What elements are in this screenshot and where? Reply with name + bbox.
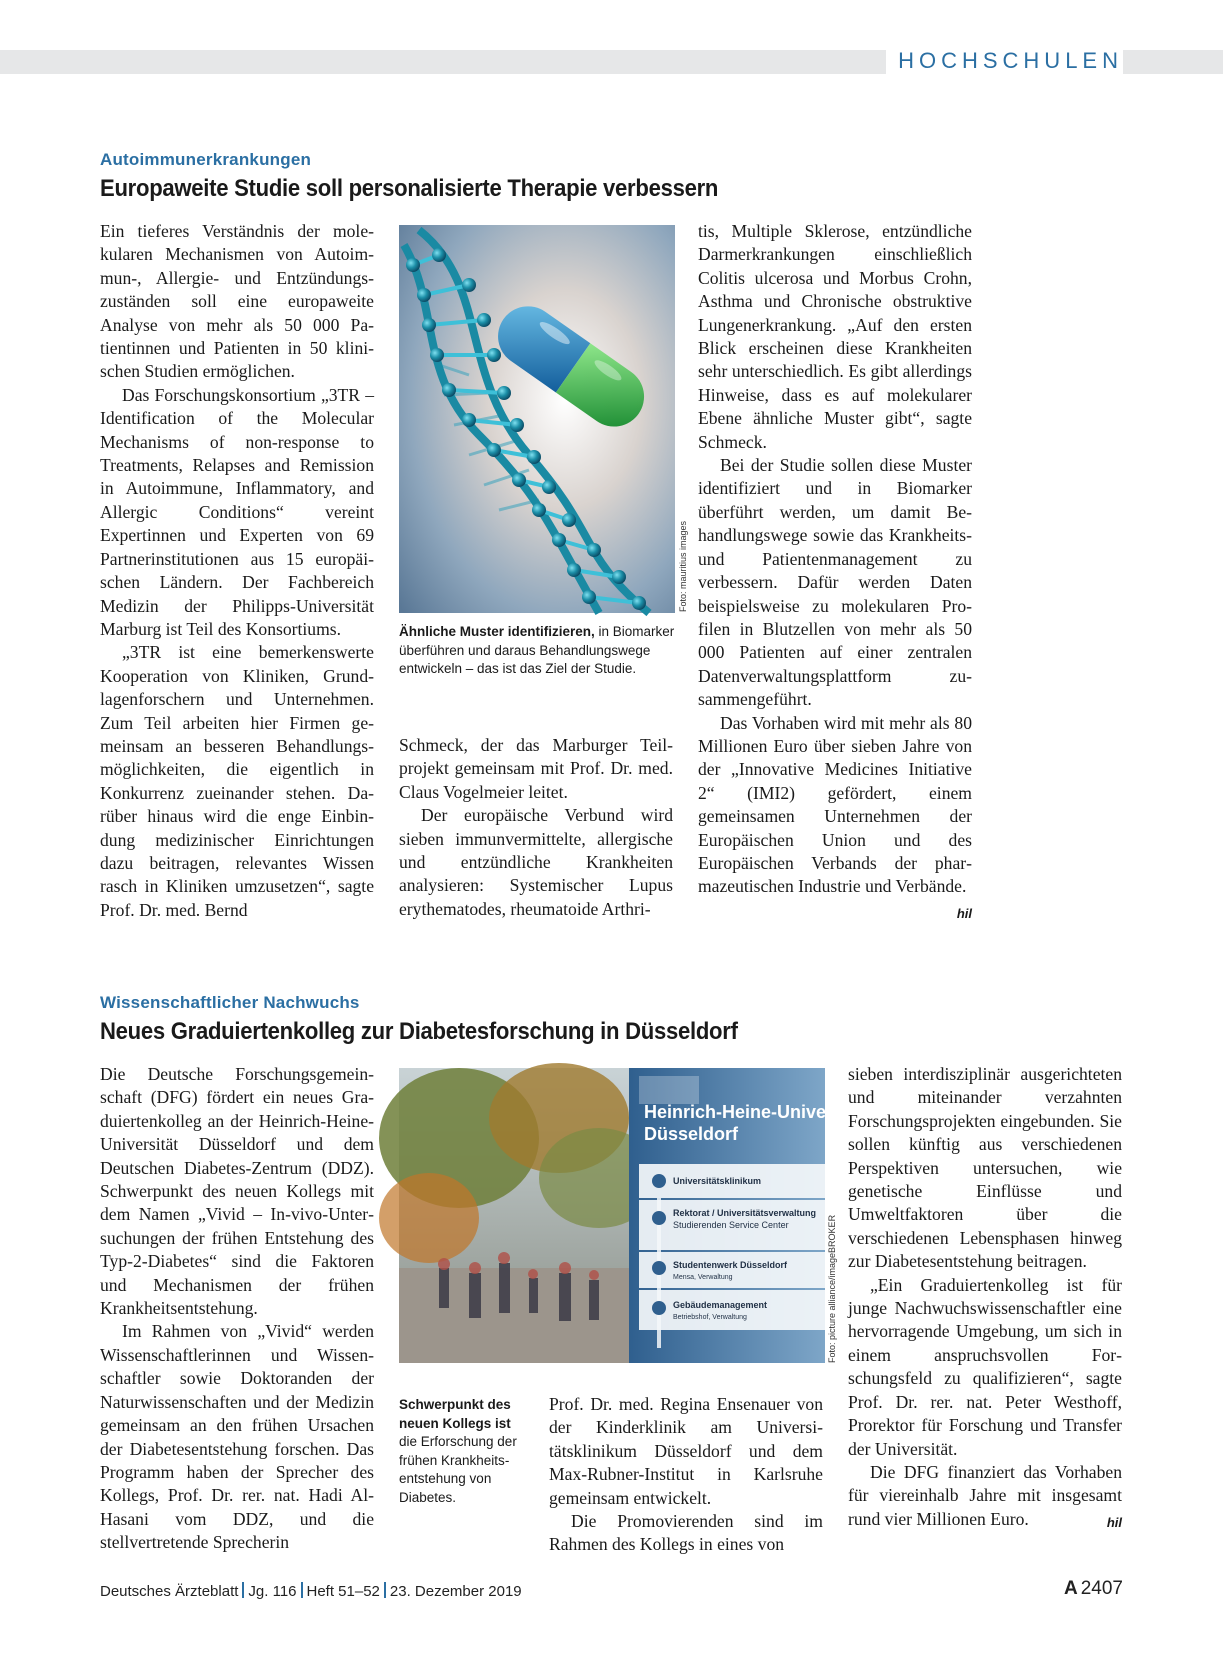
sign-item: Universitätsklinikum bbox=[673, 1176, 762, 1186]
article1-column-1 bbox=[100, 220, 374, 922]
paragraph: Schmeck, der das Marburger Teilprojekt gemeinsam mit Prof. Dr. med. Claus Vogelmeier leitet. bbox=[399, 735, 673, 802]
article2-photo-credit: Foto: picture alliance/imageBROKER bbox=[827, 1214, 837, 1363]
section-label: HOCHSCHULEN bbox=[886, 46, 1123, 76]
paragraph: „3TR ist eine bemerkenswerte Kooperation von Kliniken, Grundlagenforschern und Unternehmen. Zum Teil arbeiten hier Firmen gemeinsam an besseren Behandlungsmöglichkeiten, die eigentlich in Konkurrenz zueinander stehen. Darüber hinaus wird die enge Einbindung medizinischer Einrichtungen dazu beitragen, relevantes Wissen rasch in Kliniken umzusetzen“, sagte Prof. Dr. med. Bernd bbox=[100, 642, 374, 920]
paragraph: Prof. Dr. med. Regina Ensenauer von der Kinderklinik am Universitätsklinikum Düsseldorf und dem Max-Rubner-Institut in Karlsruhe gemeinsam entwickelt. bbox=[549, 1394, 823, 1508]
article1-photo bbox=[399, 225, 675, 613]
caption-text: die Erforschung der frühen Krankheitsentstehung von Diabetes. bbox=[399, 1434, 517, 1505]
caption-bold: Ähnliche Muster identifizieren, bbox=[399, 624, 595, 639]
article1-photo-credit: Foto: mauritius images bbox=[678, 520, 688, 612]
sign-title-line-2: Düsseldorf bbox=[644, 1124, 739, 1144]
paragraph: Das Forschungskonsortium „3TR – Identification of the Molecular Mechanisms of non-response to Treatments, Relapses and Remission in Autoimmune, Inflammatory, and Allergic Conditions“ vereint Expertinnen und Experten von 69 Partnerinstitutionen aus 15 europäischen Ländern. Der Fachbereich Medizin der Philipps-Universität Marburg ist Teil des Konsortiums. bbox=[100, 384, 374, 639]
article1-caption bbox=[399, 623, 684, 679]
paragraph: Ein tieferes Verständnis der molekularen Mechanismen von Autoimmun-, Allergie- und Entzündungszuständen soll eine europaweite Analyse von mehr als 50 000 Patientinnen und Patienten in 50 klinischen Studien ermöglichen. bbox=[100, 221, 374, 382]
paragraph: „Ein Graduiertenkolleg ist für junge Nachwuchswissenschaftler eine hervorragende Umgebung, um sich in einem anspruchsvollen Forschungsfeld zu qualifizieren“, sagte Prof. Dr. rer. nat. Peter Westhoff, Prorektor für Forschung und Transfer der Universität. bbox=[848, 1274, 1122, 1459]
sign-item: Rektorat / Universitätsverwaltung bbox=[673, 1208, 817, 1218]
article2-column-3 bbox=[848, 1063, 1122, 1534]
paragraph bbox=[698, 712, 972, 921]
footer-separator bbox=[384, 1582, 386, 1598]
footer-separator bbox=[242, 1582, 244, 1598]
article1-column-3 bbox=[698, 220, 972, 925]
caption-bold: Schwerpunkt des neuen Kollegs ist bbox=[399, 1397, 511, 1431]
article2-caption bbox=[399, 1396, 524, 1507]
sign-item: Mensa, Verwaltung bbox=[673, 1274, 733, 1281]
article2-column-2 bbox=[549, 1393, 823, 1557]
dna-capsule-image bbox=[399, 225, 675, 613]
footer-issue: Heft 51–52 bbox=[306, 1583, 380, 1600]
sign-title-line-1: Heinrich-Heine-Universität bbox=[644, 1102, 871, 1122]
caption-text: in Biomarker überführen und daraus Behandlungswege entwickeln – das ist das Ziel der Studie. bbox=[399, 624, 675, 676]
page-number bbox=[1064, 1578, 1123, 1600]
paragraph: Im Rahmen von „Vivid“ werden Wissenschaftlerinnen und Wissenschaftler sowie Doktoranden der Naturwissenschaften und der Medizin gemeinsam an den frühen Ursachen der Diabetesentstehung forschen. Das Programm haben der Sprecher des Kollegs, Prof. Dr. rer. nat. Hadi Al-Hasani vom DDZ, und die stellvertretende Sprecherin bbox=[100, 1321, 374, 1553]
paragraph-text: Das Vorhaben wird mit mehr als 80 Millionen Euro über sieben Jahre von der „Innovative Medicines Initiative 2“ (IMI2) gefördert, einem gemeinsamen Unternehmen der Europäischen Union und des Europäischen Verbands der pharmazeutischen Industrie und Verbände. bbox=[698, 712, 972, 897]
paragraph: Der europäische Verbund wird sieben immunvermittelte, allergische und entzündliche Krankheiten analysieren: Systemischer Lupus erythematodes, rheumatoide Arthri- bbox=[399, 805, 673, 919]
paragraph bbox=[848, 1461, 1122, 1531]
article1-title: Europaweite Studie soll personalisierte Therapie verbessern bbox=[100, 175, 719, 202]
paragraph: Bei der Studie sollen diese Muster identifiziert und in Biomarker überführt werden, um damit Behandlungswege sowie das Krankheits- und Patientenmanagement zu verbessern. Dafür werden Daten beispielsweise zu molekularen Profilen in Blutzellen von mehr als 50 000 Patienten auf einer zentralen Datenverwaltungsplattform zusammengeführt. bbox=[698, 455, 972, 710]
sign-item: Gebäudemanagement bbox=[673, 1300, 768, 1310]
paragraph: sieben interdisziplinär ausgerichteten und miteinander verzahnten Forschungsprojekten eingebunden. Sie sollen künftig aus verschiedenen Perspektiven untersuchen, wie genetische Einflüsse und Umweltfaktoren über die verschiedenen Lebensphasen hinweg zur Diabetesentstehung beitragen. bbox=[848, 1064, 1122, 1272]
paragraph: tis, Multiple Sklerose, entzündliche Darmerkrankungen einschließlich Colitis ulcerosa und Morbus Crohn, Asthma und Chronische obstruktive Lungenerkrankung. „Auf den ersten Blick erscheinen diese Krankheiten sehr unterschiedlich. Es gibt allerdings Hinweise, dass es auf molekularer Ebene ähnliche Muster gibt“, sagte Schmeck. bbox=[698, 221, 972, 452]
article1-signature: hil bbox=[956, 905, 972, 921]
article2-column-1 bbox=[100, 1063, 374, 1555]
footer bbox=[100, 1582, 522, 1600]
paragraph: Die Deutsche Forschungsgemeinschaft (DFG) fördert ein neues Graduiertenkolleg an der Heinrich-Heine-Universität Düsseldorf und dem Deutschen Diabetes-Zentrum (DDZ). Schwerpunkt des neuen Kollegs mit dem Namen „Vivid – In-vivo-Untersuchungen der frühen Entstehung des Typ-2-Diabetes“ sind die Faktoren und Mechanismen der frühen Krankheitsentstehung. bbox=[100, 1064, 374, 1319]
article2-title: Neues Graduiertenkolleg zur Diabetesforschung in Düsseldorf bbox=[100, 1018, 738, 1045]
article2-signature: hil bbox=[1106, 1514, 1122, 1530]
article2-kicker: Wissenschaftlicher Nachwuchs bbox=[100, 993, 360, 1012]
footer-volume: Jg. 116 bbox=[248, 1583, 297, 1600]
footer-date: 23. Dezember 2019 bbox=[389, 1583, 522, 1600]
article1-kicker: Autoimmunerkrankungen bbox=[100, 150, 312, 169]
page-prefix: A bbox=[1063, 1578, 1078, 1599]
footer-journal: Deutsches Ärzteblatt bbox=[100, 1583, 239, 1600]
sign-item: Betriebshof, Verwaltung bbox=[673, 1314, 747, 1321]
sign-item: Studierenden Service Center bbox=[673, 1220, 789, 1230]
sign-item: Studentenwerk Düsseldorf bbox=[673, 1260, 788, 1270]
footer-separator bbox=[301, 1582, 303, 1598]
paragraph-text: Die DFG finanziert das Vorhaben für viereinhalb Jahre mit insgesamt rund vier Millionen Euro. bbox=[848, 1461, 1122, 1529]
article1-column-2 bbox=[399, 734, 673, 921]
page-value: 2407 bbox=[1080, 1578, 1123, 1599]
paragraph: Die Promovierenden sind im Rahmen des Kollegs in eines von bbox=[549, 1511, 823, 1555]
